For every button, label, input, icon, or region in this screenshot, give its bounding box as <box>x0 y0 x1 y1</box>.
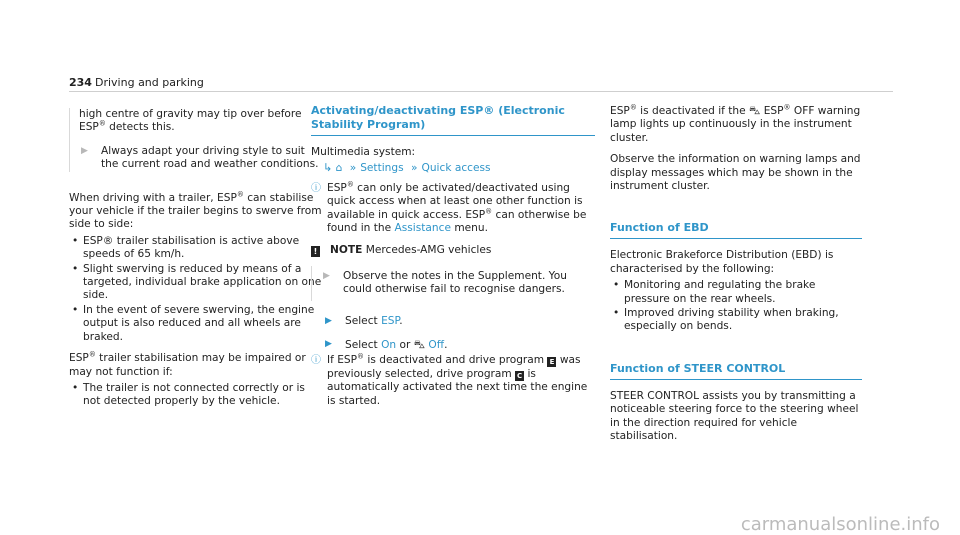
exclamation-icon: ! <box>311 246 320 257</box>
info2-a: If ESP <box>327 354 358 367</box>
drive-program-c-icon: C <box>517 371 523 380</box>
section-title-steer: Function of STEER CONTROL <box>610 361 786 375</box>
list-item <box>69 304 325 344</box>
section-rule <box>610 379 862 380</box>
step-select-esp <box>311 315 595 328</box>
info-text-1 <box>327 182 595 236</box>
list-item-text: ESP® trailer stabilisation is active above speeds of 65 km/h. <box>83 234 300 261</box>
registered-mark: ® <box>357 352 365 361</box>
list-item-text: Improved driving stability when braking, especially on bends. <box>624 307 839 333</box>
step1-a: Select <box>345 314 382 327</box>
ebd-paragraph: Electronic Brakeforce Distribution (EBD) is characterised by the following: <box>610 249 834 275</box>
observe-paragraph: Observe the information on warning lamps and display messages which may be shown in the instrument cluster. <box>610 153 861 193</box>
info-text-2 <box>327 354 595 408</box>
ebd-bullets <box>610 279 862 334</box>
impair-intro <box>69 352 325 379</box>
info1-d: menu. <box>450 222 488 235</box>
on-option[interactable]: On <box>381 339 397 352</box>
p1-d: OFF warning lamp lights up continuously in the instrument cluster. <box>610 105 861 144</box>
note-text: Mercedes-AMG vehicles <box>362 244 492 257</box>
registered-mark: ® <box>485 207 493 216</box>
info1-a: ESP <box>327 181 347 194</box>
list-item <box>610 279 862 306</box>
step-triangle-icon: ▶ <box>325 339 332 350</box>
step-text <box>345 338 447 352</box>
list-item-text: Slight swerving is reduced by means of a targeted, individual brake application on one side. <box>83 262 322 302</box>
step2-a: Select <box>345 339 382 352</box>
action-text: Observe the notes in the Supplement. You could otherwise fail to recognise dangers. <box>343 269 567 296</box>
section-title-ebd: Function of EBD <box>610 221 709 235</box>
p1-b: is deactivated if the <box>636 105 749 117</box>
watermark: carmanualsonline.info <box>740 513 940 535</box>
step-select-onoff <box>311 338 595 352</box>
list-item <box>69 263 325 303</box>
section-title-esp: Activating/deactivating ESP® (Electronic Stability Program) <box>311 104 565 131</box>
bullet-icon: • <box>613 279 620 292</box>
warning-text-line2 <box>79 121 325 134</box>
trailer-bullets <box>69 235 325 344</box>
registered-mark: ® <box>98 119 106 128</box>
off-option[interactable]: Off <box>428 339 445 352</box>
chevron-right-icon: » <box>411 162 418 175</box>
page-number: 234 <box>69 76 92 89</box>
menu-path <box>311 161 595 175</box>
note-heading <box>330 244 491 257</box>
bullet-icon: • <box>72 303 79 316</box>
action-triangle-icon: ▶ <box>81 145 88 156</box>
impair-a: ESP <box>69 352 89 365</box>
column-middle <box>311 104 595 408</box>
list-item-text: Monitoring and regulating the brake pressure on the rear wheels. <box>624 279 816 305</box>
list-item-text: In the event of severe swerving, the engine output is also reduced and all wheels are braked. <box>83 303 315 343</box>
section-rule <box>311 135 595 136</box>
registered-mark: ® <box>236 190 244 199</box>
step2-b: . <box>444 339 448 352</box>
step-text <box>345 315 403 328</box>
steer-paragraph: STEER CONTROL assists you by transmitting a noticeable steering force to the steering wheel in the direction required for vehicle stabilisation. <box>610 389 859 443</box>
info2-d: is automatically activated the next time the engine is started. <box>327 367 588 407</box>
action-text: Always adapt your driving style to suit the current road and weather conditions. <box>101 144 319 171</box>
impair-b: trailer stabilisation may be impaired or may not function if: <box>69 352 306 378</box>
p1-a: ESP <box>610 105 630 117</box>
info1-c: can otherwise be found in the <box>327 208 587 235</box>
section-rule <box>610 238 862 239</box>
bullet-icon: • <box>613 307 620 320</box>
trailer-intro-b: can stabilise your vehicle if the trailer begins to swerve from side to side: <box>69 191 322 231</box>
page-header-title: Driving and parking <box>95 76 204 89</box>
esp-off-icon: ⛍ <box>413 338 426 352</box>
drive-program-e-icon: E <box>547 357 556 367</box>
action-item <box>321 270 595 297</box>
trailer-intro <box>69 192 325 232</box>
bullet-icon: • <box>72 262 79 275</box>
home-icon[interactable]: ⌂ <box>335 162 343 175</box>
esp-option[interactable]: ESP <box>381 314 400 327</box>
bullet-icon: • <box>72 381 79 394</box>
path-quick-access[interactable]: Quick access <box>421 162 491 175</box>
esp-term: ESP <box>79 121 99 134</box>
warning-text-line1: high centre of gravity may tip over before <box>79 108 302 120</box>
bullet-icon: • <box>72 234 79 247</box>
trailer-intro-a: When driving with a trailer, ESP <box>69 191 237 204</box>
action-triangle-icon: ▶ <box>323 270 330 281</box>
header-divider <box>69 91 893 92</box>
step-triangle-icon: ▶ <box>325 315 332 326</box>
assistance-link[interactable]: Assistance <box>394 222 451 235</box>
info2-b: is deactivated and drive program <box>364 354 548 367</box>
info-note-1 <box>311 182 595 236</box>
registered-mark: ® <box>346 180 354 189</box>
p1-c: ESP <box>760 105 784 117</box>
column-right <box>610 104 862 444</box>
esp-off-paragraph <box>610 104 862 145</box>
info-icon: ⓘ <box>311 182 321 194</box>
impair-bullets <box>69 382 325 409</box>
multimedia-label: Multimedia system: <box>311 146 416 158</box>
warning-text-rest: detects this. <box>105 121 175 134</box>
chevron-right-icon: » <box>349 162 357 175</box>
list-item <box>610 307 862 334</box>
path-settings[interactable]: Settings <box>360 162 404 175</box>
action-item <box>79 145 325 172</box>
info2-c: was previously selected, drive program <box>327 354 581 380</box>
esp-off-warning-icon: ⛍ <box>748 104 761 117</box>
note-header <box>311 244 595 257</box>
registered-mark: ® <box>783 103 791 112</box>
info-note-2 <box>311 354 595 408</box>
info1-b: can only be activated/deactivated using quick access when at least one other function is available in quick access. ESP <box>327 181 583 221</box>
step2-or: or <box>396 339 414 352</box>
list-item <box>69 235 325 262</box>
list-item-text: The trailer is not connected correctly or is not detected properly by the vehicle. <box>83 381 305 408</box>
info-icon: ⓘ <box>311 355 321 367</box>
warning-continuation <box>69 108 325 172</box>
column-left <box>69 108 325 410</box>
note-body <box>311 266 595 301</box>
step1-b: . <box>399 314 403 327</box>
path-arrow-icon: ↳ <box>323 161 333 175</box>
registered-mark: ® <box>88 350 96 359</box>
registered-mark: ® <box>629 103 637 112</box>
note-label: NOTE <box>330 244 363 257</box>
list-item <box>69 382 325 409</box>
